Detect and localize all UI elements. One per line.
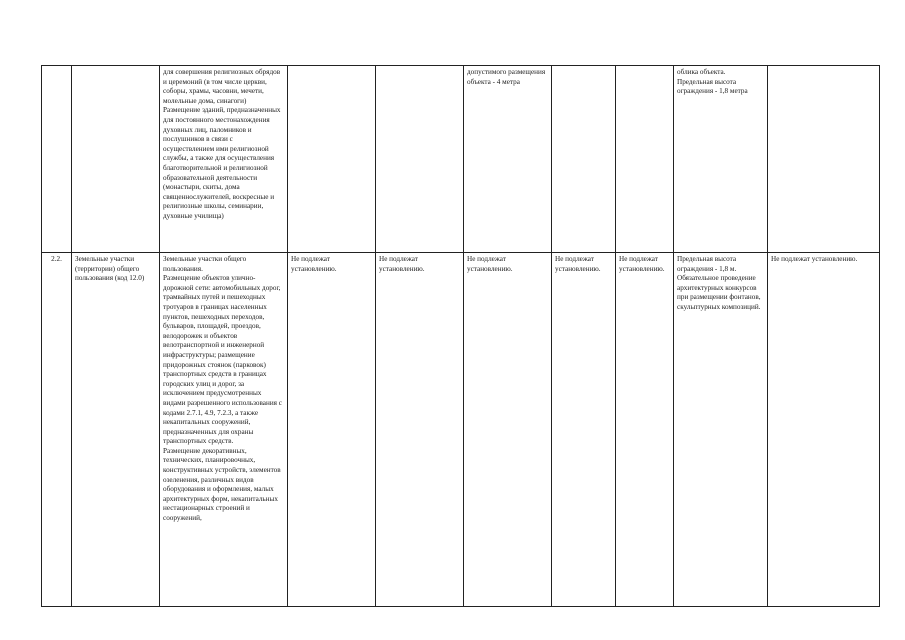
row-number-cell: 2.2. — [42, 253, 72, 607]
regulations-table — [41, 65, 880, 607]
parameter-cell: Не подлежат установлению. — [376, 253, 464, 607]
parameter-cell — [288, 66, 376, 253]
parameter-cell: Не подлежат установлению. — [464, 253, 552, 607]
row-number-cell — [42, 66, 72, 253]
parameter-cell: Не подлежат установлению. — [288, 253, 376, 607]
use-description-cell: Земельные участки общего пользования. Размещение объектов улично-дорожной сети: автомобильных дорог, трамвайных путей и пешеходных тротуаров в границах населенных пунктов, пешеходных переходов, бульваров, площадей, проездов, велодорожек и объектов велотранспортной и инженерной инфраструктуры; размещение придорожных стоянок (парковок) транспортных средств в границах городских улиц и дорог, за исключением предусмотренных видами разрешенного использования с кодами 2.7.1, 4.9, 7.2.3, а также некапитальных сооружений, предназначенных для охраны транспортных средств. Размещение декоративных, технических, планировочных, конструктивных устройств, элементов озеленения, различных видов оборудования и оформления, малых архитектурных форм, некапитальных нестационарных строений и сооружений, — [160, 253, 288, 607]
land-use-cell: Земельные участки (территории) общего пользования (код 12.0) — [72, 253, 160, 607]
parameter-cell — [768, 66, 880, 253]
parameter-cell — [552, 66, 616, 253]
parameter-cell — [376, 66, 464, 253]
parameter-cell — [616, 66, 674, 253]
fence-height-cell: Предельная высота ограждения - 1,8 м. Обязательное проведение архитектурных конкурсов при размещении фонтанов, скульптурных композиций. — [674, 253, 768, 607]
land-use-cell — [72, 66, 160, 253]
table-row — [42, 253, 880, 607]
use-description-cell: для совершения религиозных обрядов и церемоний (в том числе церкви, соборы, храмы, часовни, мечети, молельные дома, синагоги) Размещение зданий, предназначенных для постоянного местонахождения духовных лиц, паломников и послушников в связи с осуществлением ими религиозной службы, а также для осуществления благотворительной и религиозной образовательной деятельности (монастыри, скиты, дома священнослужителей, воскресные и религиозные школы, семинарии, духовные училища) — [160, 66, 288, 253]
setback-cell: допустимого размещения объекта - 4 метра — [464, 66, 552, 253]
parameter-cell: Не подлежат установлению. — [616, 253, 674, 607]
parameter-cell: Не подлежат установлению. — [552, 253, 616, 607]
fence-height-cell: облика объекта. Предельная высота ограждения - 1,8 метра — [674, 66, 768, 253]
table-row — [42, 66, 880, 253]
parameter-cell: Не подлежат установлению. — [768, 253, 880, 607]
